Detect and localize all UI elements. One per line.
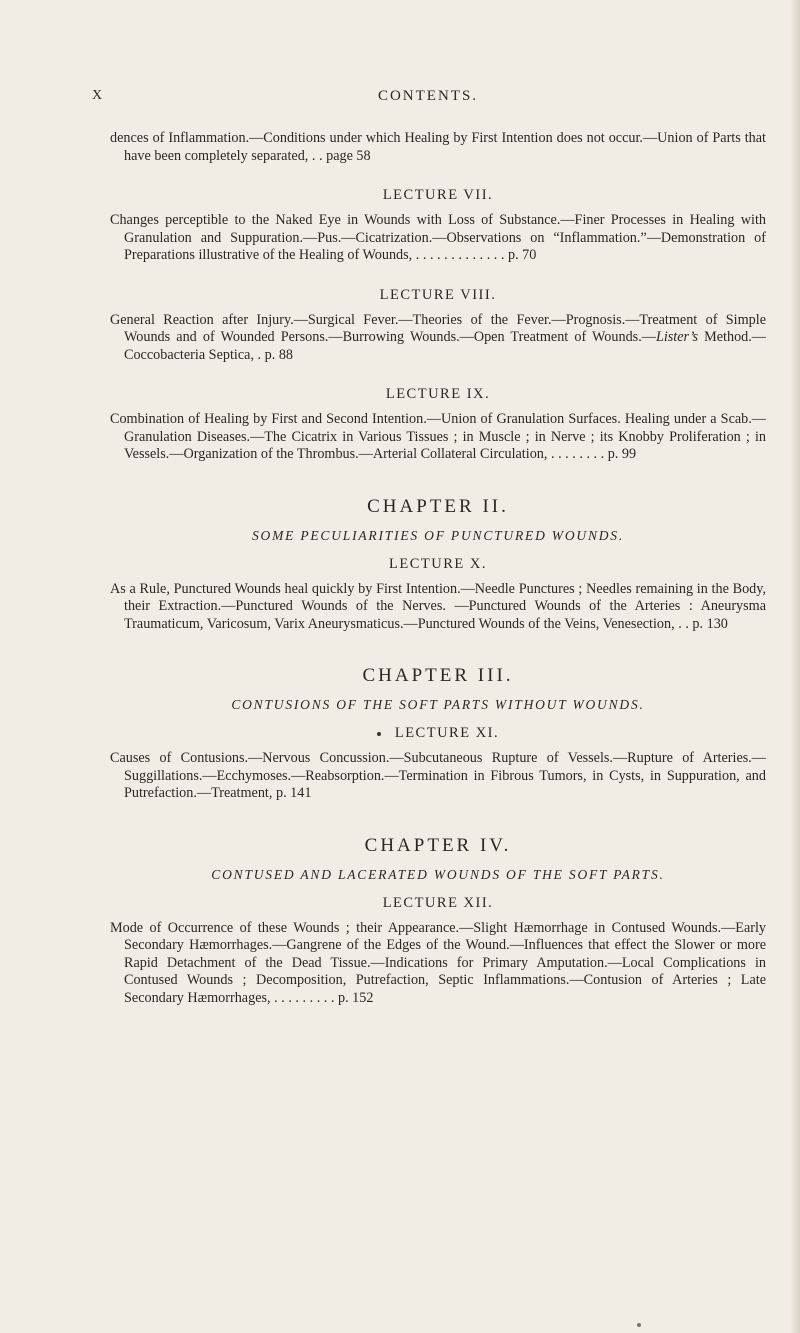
- running-head: CONTENTS.: [377, 88, 479, 104]
- page-edge-shadow: [790, 0, 800, 1333]
- entry-page-ref: . . . . . . . . p. 99: [550, 446, 637, 462]
- lecture-heading-with-bullet: [110, 725, 766, 742]
- chapter-heading: CHAPTER IV.: [364, 834, 512, 856]
- chapter-heading: CHAPTER III.: [362, 665, 514, 686]
- entry-page-ref: . p. 88: [257, 346, 294, 363]
- bullet-mark: [377, 732, 381, 736]
- lecture-heading: LECTURE XII.: [382, 894, 494, 911]
- ink-speck: [637, 1323, 641, 1327]
- entry-text: As a Rule, Punctured Wounds heal quickly by First Intention.—Needle Punctures ; Needles remaining in the Body, their Extraction.—Punctured Wounds of the Nerves. —Punctured Wounds of the Arteries : Aneurysma Traumaticum, Varicosum, Varix Aneurysmaticus.—Punctured Wounds of the Veins, Venesection,: [110, 580, 766, 632]
- entry-text: General Reaction after Injury.—Surgical Fever.—Theories of the Fever.—Prognosis.—Treatment of Simple Wounds and of Wounded Persons.—Burrowing Wounds.—Open Treatment of Wounds.—: [110, 311, 766, 345]
- entry-text: Changes perceptible to the Naked Eye in Wounds with Loss of Substance.—Finer Processes in Healing with Granulation and Suppuration.—Pus.—Cicatrization.—Observations on “Inflammation.”—Demonstration of Preparations illustrative of the Healing of Wounds,: [110, 212, 766, 263]
- page-number: X: [92, 88, 104, 103]
- lecture-heading: LECTURE VII.: [382, 187, 494, 203]
- lecture-heading: LECTURE X.: [389, 555, 487, 572]
- entry-text: Method.—Coccobacteria Septica,: [124, 329, 766, 363]
- entry-page-ref: . . page 58: [311, 147, 371, 164]
- lecture-heading: LECTURE IX.: [385, 386, 491, 402]
- contents-entry: [110, 411, 766, 464]
- entry-text: Combination of Healing by First and Second Intention.—Union of Granulation Surfaces. Healing under a Scab.—Granulation Diseases.—The Cicatrix in Various Tissues ; in Muscle ; in Nerve ; its Knobby Proliferation ; in Vessels.—Organization of the Thrombus.—Arterial Collateral Circulation,: [110, 411, 766, 462]
- contents-entry: [110, 130, 766, 165]
- contents-entry: [110, 581, 766, 634]
- entry-text-italic: Lister’s: [655, 329, 698, 345]
- chapter-subtitle: SOME PECULIARITIES OF PUNCTURED WOUNDS.: [251, 527, 625, 543]
- chapter-subtitle: CONTUSED AND LACERATED WOUNDS OF THE SOFT PARTS.: [211, 866, 665, 882]
- entry-page-ref: . . . . . . . . . . . . . p. 70: [415, 247, 537, 263]
- contents-body: [110, 130, 766, 1007]
- entry-page-ref: . . . . . . . . . p. 152: [274, 989, 374, 1006]
- chapter-subtitle: CONTUSIONS OF THE SOFT PARTS WITHOUT WOUNDS.: [231, 697, 645, 712]
- entry-text: dences of Inflammation.—Conditions under which Healing by First Intention does not occur.—Union of Parts that have been completely separated,: [110, 130, 766, 164]
- chapter-heading: CHAPTER II.: [367, 495, 509, 517]
- page-header: [92, 88, 764, 110]
- entry-page-ref: . . p. 130: [678, 615, 728, 632]
- lecture-heading: LECTURE XI.: [394, 725, 500, 741]
- lecture-heading: LECTURE VIII.: [379, 286, 497, 303]
- contents-entry: [110, 312, 766, 365]
- contents-entry: [110, 750, 766, 803]
- entry-text: Mode of Occurrence of these Wounds ; their Appearance.—Slight Hæmorrhage in Contused Wounds.—Early Secondary Hæmorrhages.—Gangrene of the Edges of the Wound.—Influences that effect the Slower or more Rapid Detachment of the Dead Tissue.—Indications for Primary Amputation.—Local Complications in Contused Wounds ; Decomposition, Putrefaction, Septic Inflammations.—Contusion of Arteries ; Late Secondary Hæmorrhages,: [110, 919, 766, 1006]
- contents-entry: [110, 212, 766, 265]
- contents-entry: [110, 920, 766, 1008]
- entry-text: Causes of Contusions.—Nervous Concussion.—Subcutaneous Rupture of Vessels.—Rupture of Arteries.—Suggillations.—Ecchymoses.—Reabsorption.—Termination in Fibrous Tumors, in Cysts, in Suppuration, and Putrefaction.—Treatment,: [110, 750, 766, 801]
- entry-page-ref: p. 141: [275, 785, 312, 801]
